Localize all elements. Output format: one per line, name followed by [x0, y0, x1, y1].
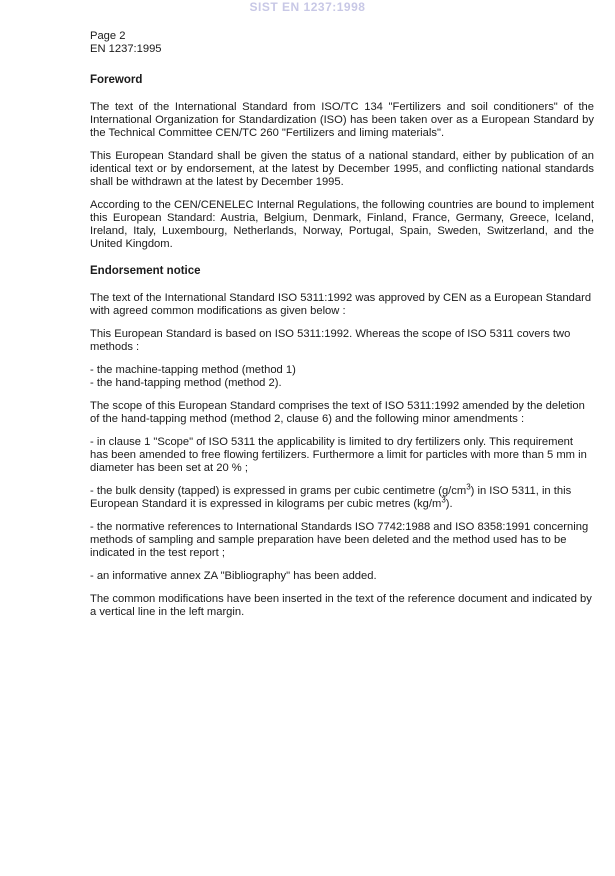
foreword-paragraph: This European Standard shall be given the status of a national standard, either by publication of an identical text or by endorsement, at the latest by December 1995, and conflicting national standards shall be withdrawn at the latest by December 1995. [90, 150, 594, 188]
foreword-heading: Foreword [90, 74, 143, 86]
amendment-item: - an informative annex ZA "Bibliography" has been added. [90, 570, 377, 582]
document-page [90, 30, 594, 629]
amendment-text: ) in ISO 5311, in this European Standard it is expressed in kilograms per cubic metres (kg/m [90, 485, 572, 510]
foreword-paragraph: The text of the International Standard from ISO/TC 134 "Fertilizers and soil conditioners" of the International Organization for Standardization (ISO) has been taken over as a European Standard by the Technical Committee CEN/TC 260 "Fertilizers and liming materials". [90, 101, 594, 139]
methods-list [90, 364, 594, 390]
endorsement-paragraph: This European Standard is based on ISO 5311:1992. Whereas the scope of ISO 5311 covers two methods : [90, 328, 571, 353]
superscript: 3 [466, 482, 471, 492]
amendment-item: - in clause 1 "Scope" of ISO 5311 the applicability is limited to dry fertilizers only. This requirement has been amended to free flowing fertilizers. Furthermore a limit for particles with more than 5 mm in diameter has been set at 20 % ; [90, 436, 587, 474]
amendment-text: ). [445, 498, 453, 510]
endorsement-paragraph: The common modifications have been inserted in the text of the reference document and indicated by a vertical line in the left margin. [90, 593, 592, 618]
foreword-paragraph: According to the CEN/CENELEC Internal Regulations, the following countries are bound to implement this European Standard: Austria, Belgium, Denmark, Finland, France, Germany, Greece, Iceland, Ireland, Italy, Luxembourg, Netherlands, Norway, Portugal, Spain, Sweden, Switzerland, and the United Kingdom. [90, 199, 594, 250]
superscript: 3 [441, 495, 446, 505]
endorsement-heading: Endorsement notice [90, 265, 201, 277]
endorsement-paragraph: The scope of this European Standard comprises the text of ISO 5311:1992 amended by the deletion of the hand-tapping method (method 2, clause 6) and the following minor amendments : [90, 400, 585, 425]
page-number: Page 2 [90, 30, 126, 42]
list-item: - the hand-tapping method (method 2). [90, 377, 282, 389]
amendment-item [90, 482, 594, 511]
list-item: - the machine-tapping method (method 1) [90, 364, 296, 376]
amendment-text: - the bulk density (tapped) is expressed in grams per cubic centimetre (g/cm [90, 485, 467, 497]
watermark: SIST EN 1237:1998 [249, 0, 366, 14]
standard-code: EN 1237:1995 [90, 43, 162, 55]
endorsement-paragraph: The text of the International Standard ISO 5311:1992 was approved by CEN as a European Standard with agreed common modifications as given below : [90, 292, 592, 317]
amendment-item: - the normative references to International Standards ISO 7742:1988 and ISO 8358:1991 concerning methods of sampling and sample preparation have been deleted and the method used has to be indicated in the test report ; [90, 521, 589, 559]
